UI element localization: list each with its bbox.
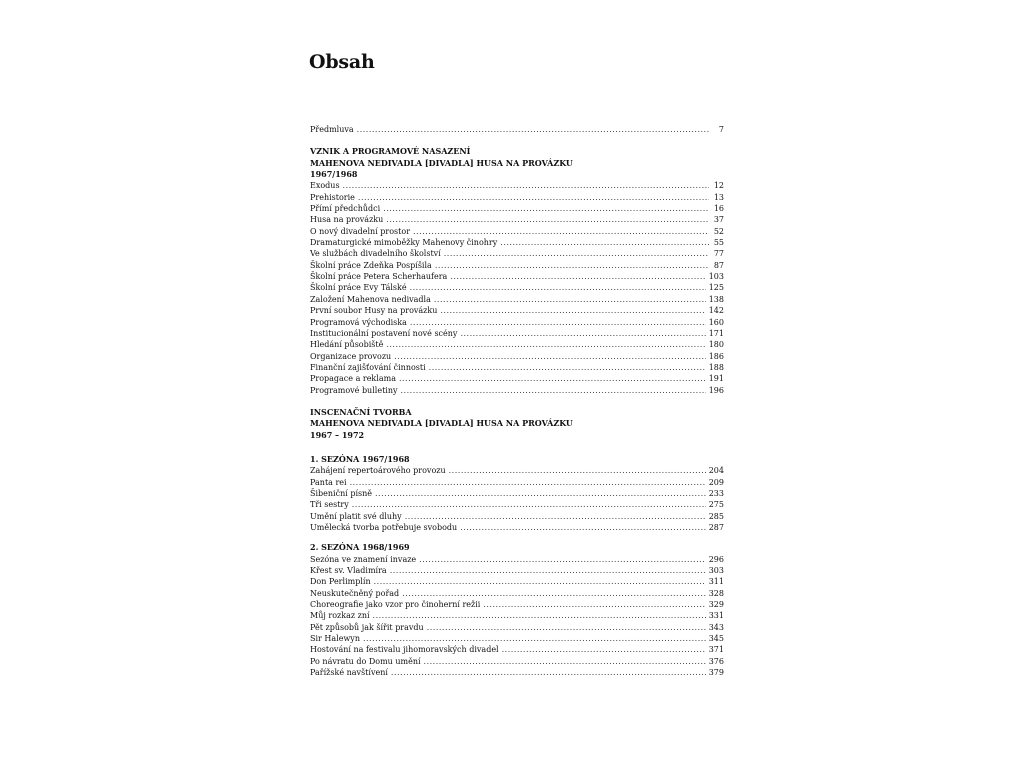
toc-entry-page: 103: [708, 272, 724, 282]
section-heading: 1967 – 1972: [310, 429, 365, 440]
season1-entries: [310, 465, 724, 533]
toc-entry: [310, 385, 724, 396]
section-heading: INSCENAČNÍ TVORBA: [310, 406, 412, 417]
toc-entry-title: Finanční zajišťování činnosti: [310, 362, 426, 372]
toc-entry-title: Institucionální postavení nové scény: [310, 328, 458, 338]
toc-entry-title: Don Perlimplín: [310, 577, 371, 587]
toc-entry-title: Exodus: [310, 181, 340, 191]
toc-entry-title: Tři sestry: [310, 500, 349, 510]
toc-entry-page: 191: [708, 374, 724, 384]
toc-entry: [310, 522, 724, 533]
toc-entry: [310, 351, 724, 362]
toc-entry-page: 188: [708, 362, 724, 372]
toc-entry-page: 296: [708, 554, 724, 564]
toc-entry: [310, 576, 724, 587]
toc-entry: [310, 633, 724, 644]
toc-entry: [310, 305, 724, 316]
toc-entry-title: Můj rozkaz zní: [310, 611, 370, 621]
toc-entry: [310, 499, 724, 510]
dot-leader: [386, 339, 705, 350]
season2-entries: [310, 554, 724, 679]
toc-entry-page: 125: [708, 283, 724, 293]
toc-entry-page: 138: [708, 294, 724, 304]
toc-entry: [310, 644, 724, 655]
season2-heading: 2. SEZÓNA 1968/1969: [310, 542, 410, 553]
toc-entry: [310, 180, 724, 191]
toc-entry-title: Umění platit své dluhy: [310, 511, 402, 521]
toc-entry-page: 87: [713, 260, 724, 270]
toc-entry-page: 16: [713, 204, 724, 214]
dot-leader: [390, 565, 706, 576]
dot-leader: [440, 305, 705, 316]
dot-leader: [352, 499, 706, 510]
dot-leader: [449, 465, 706, 476]
toc-entry-title: Hostování na festivalu jihomoravských divadel: [310, 645, 499, 655]
toc-entry: [310, 488, 724, 499]
toc-entry-title: Sir Halewyn: [310, 634, 360, 644]
toc-entry-title: Propagace a reklama: [310, 374, 396, 384]
dot-leader: [502, 644, 706, 655]
dot-leader: [358, 192, 709, 203]
toc-entry: [310, 622, 724, 633]
dot-leader: [460, 522, 706, 533]
dot-leader: [394, 351, 706, 362]
toc-entry-page: 343: [708, 622, 724, 632]
dot-leader: [429, 362, 706, 373]
toc-entry-page: 285: [708, 511, 724, 521]
toc-entry-page: 204: [708, 466, 724, 476]
toc-entry-title: Ve službách divadelního školství: [310, 249, 441, 259]
toc-entry-title: Programové bulletiny: [310, 385, 398, 395]
toc-entry-page: 328: [708, 588, 724, 598]
dot-leader: [350, 477, 706, 488]
part1-headings: [310, 146, 724, 180]
toc-entry-page: 160: [708, 317, 724, 327]
dot-leader: [386, 214, 709, 225]
toc-entry-title: Přímí předchůdci: [310, 204, 381, 214]
toc-entry-title: Prehistorie: [310, 192, 355, 202]
dot-leader: [375, 488, 706, 499]
dot-leader: [410, 282, 706, 293]
part1-entries: [310, 180, 724, 396]
toc-entry: [310, 656, 724, 667]
toc-entry-title: Hledání působiště: [310, 340, 384, 350]
toc-entry: [310, 610, 724, 621]
toc-entry: [310, 565, 724, 576]
toc-entry-page: 209: [708, 477, 724, 487]
toc-entry: [310, 271, 724, 282]
dot-leader: [424, 656, 706, 667]
toc-entry-page: 329: [708, 600, 724, 610]
toc-entry: [310, 203, 724, 214]
toc-entry-title: Choreografie jako vzor pro činoherní režii: [310, 600, 481, 610]
dot-leader: [435, 260, 709, 271]
toc-entry-title: Panta rei: [310, 477, 347, 487]
toc-entry-page: 171: [708, 328, 724, 338]
dot-leader: [434, 294, 706, 305]
section-heading: VZNIK A PROGRAMOVÉ NASAZENÍ: [310, 146, 471, 157]
toc-entry: [310, 214, 724, 225]
toc-entry-title: Pět způsobů jak šířit pravdu: [310, 622, 424, 632]
dot-leader: [363, 633, 706, 644]
toc-entry-page: 186: [708, 351, 724, 361]
toc-entry-page: 37: [713, 215, 724, 225]
dot-leader: [419, 554, 706, 565]
part2-headings: [310, 407, 724, 441]
toc-entry-title: Neuskutečněný pořad: [310, 588, 400, 598]
toc-entry: [310, 317, 724, 328]
dot-leader: [402, 588, 706, 599]
page-title: Obsah: [309, 51, 375, 73]
dot-leader: [460, 328, 705, 339]
toc-entry-page: 7: [718, 125, 724, 134]
toc-entry: [310, 328, 724, 339]
toc-entry-title: Školní práce Evy Tálské: [310, 283, 407, 293]
toc-entry-title: První soubor Husy na provázku: [310, 306, 438, 316]
toc-entry: [310, 237, 724, 248]
toc-entry-page: 12: [713, 181, 724, 191]
dot-leader: [483, 599, 705, 610]
dot-leader: [374, 576, 706, 587]
toc-entry-title: Založení Mahenova nedivadla: [310, 294, 431, 304]
dot-leader: [427, 622, 706, 633]
toc-entry: [310, 294, 724, 305]
toc-entry-page: 196: [708, 385, 724, 395]
toc-entry-page: 275: [708, 500, 724, 510]
toc-entry-page: 379: [708, 668, 724, 678]
toc-entry-title: Dramaturgické mimoběžky Mahenovy činohry: [310, 238, 498, 248]
toc-entry-page: 13: [713, 192, 724, 202]
toc-entry: [310, 226, 724, 237]
toc-entry-page: 55: [713, 238, 724, 248]
toc-entry-title: Křest sv. Vladimíra: [310, 566, 387, 576]
toc-entry: [310, 248, 724, 259]
toc-entry: [310, 362, 724, 373]
toc-entry-title: Pařížské navštívení: [310, 668, 388, 678]
toc-entry: [310, 477, 724, 488]
toc-entry-title: Sezóna ve znamení invaze: [310, 554, 417, 564]
toc-entry: [310, 554, 724, 565]
toc-entry: [310, 465, 724, 476]
dot-leader: [391, 667, 706, 678]
dot-leader: [405, 511, 706, 522]
toc-entry: [310, 511, 724, 522]
section-heading: 1967/1968: [310, 169, 358, 180]
toc-entry-title: Školní práce Petera Scherhaufera: [310, 272, 448, 282]
dot-leader: [373, 610, 706, 621]
toc-entry-title: Programová východiska: [310, 317, 407, 327]
toc-entry-title: Zahájení repertoárového provozu: [310, 466, 446, 476]
toc-entry-title: O nový divadelní prostor: [310, 226, 411, 236]
dot-leader: [410, 317, 706, 328]
toc-entry: [310, 260, 724, 271]
toc-entry: [310, 192, 724, 203]
dot-leader: [343, 180, 709, 191]
toc-entry-page: 233: [708, 488, 724, 498]
dot-leader: [399, 373, 706, 384]
toc-entry-page: 376: [708, 656, 724, 666]
toc-entry-title: Školní práce Zdeňka Pospíšila: [310, 260, 432, 270]
dot-leader: [444, 248, 709, 259]
toc-entry: [310, 339, 724, 350]
dot-leader: [357, 124, 709, 135]
toc-entry-page: 345: [708, 634, 724, 644]
dot-leader: [500, 237, 709, 248]
section-heading: MAHENOVA NEDIVADLA [DIVADLA] HUSA NA PROVÁZKU: [310, 157, 573, 168]
toc-entry-title: Umělecká tvorba potřebuje svobodu: [310, 523, 458, 532]
toc-entry-page: 52: [713, 226, 724, 236]
toc-entry-page: 142: [708, 306, 724, 316]
dot-leader: [450, 271, 705, 282]
toc-entry-title: Husa na provázku: [310, 215, 384, 225]
toc-entry-title: Po návratu do Domu umění: [310, 656, 421, 666]
toc-entry-page: 311: [708, 577, 724, 587]
toc-entry-page: 303: [708, 566, 724, 576]
toc-entry-page: 180: [708, 340, 724, 350]
toc-entry: [310, 667, 724, 678]
dot-leader: [413, 226, 709, 237]
dot-leader: [383, 203, 709, 214]
toc-entry-page: 287: [708, 523, 724, 532]
toc-entry-page: 371: [708, 645, 724, 655]
toc-entry-title: Předmluva: [310, 125, 354, 134]
toc-entry: [310, 282, 724, 293]
toc-entry-title: Organizace provozu: [310, 351, 392, 361]
toc-entry-preface: [310, 124, 724, 135]
toc-entry: [310, 599, 724, 610]
toc-entry-title: Šibeniční písně: [310, 488, 373, 498]
section-heading: MAHENOVA NEDIVADLA [DIVADLA] HUSA NA PROVÁZKU: [310, 418, 573, 429]
table-of-contents: [310, 124, 724, 678]
season1-heading: 1. SEZÓNA 1967/1968: [310, 453, 410, 464]
toc-entry-page: 77: [713, 249, 724, 259]
toc-entry: [310, 588, 724, 599]
dot-leader: [401, 385, 706, 396]
toc-entry: [310, 373, 724, 384]
toc-entry-page: 331: [708, 611, 724, 621]
